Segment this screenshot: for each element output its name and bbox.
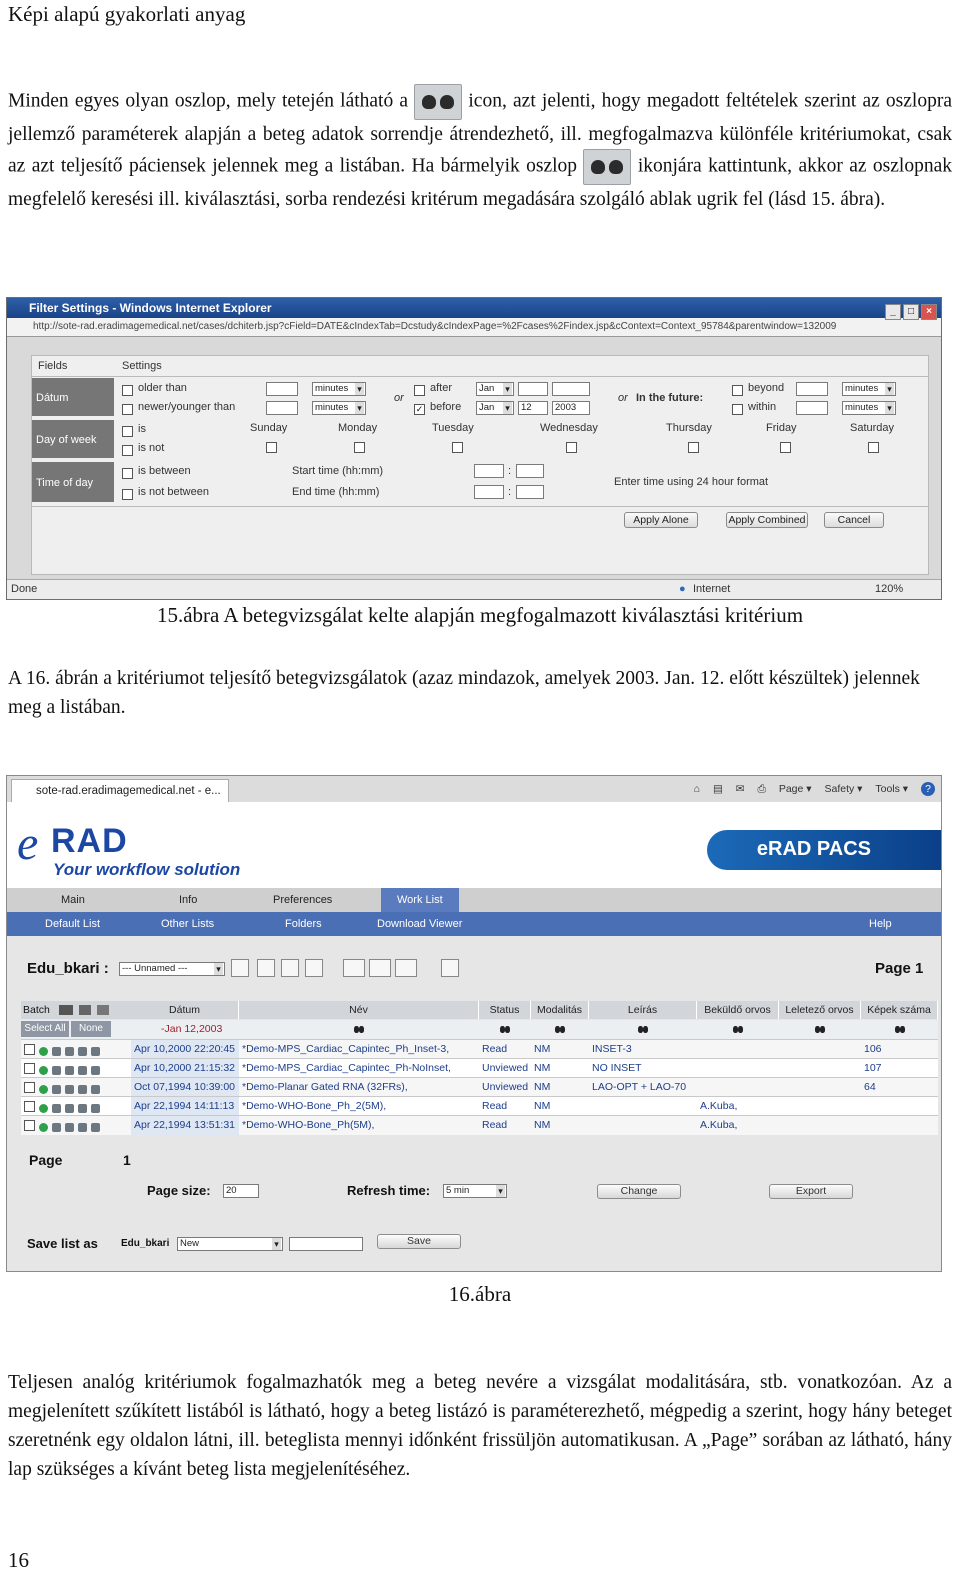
row-action-icons[interactable] bbox=[39, 1082, 129, 1093]
name-binoculars-icon[interactable] bbox=[354, 1025, 364, 1034]
within-checkbox[interactable] bbox=[732, 404, 743, 415]
erad-banner bbox=[7, 802, 941, 888]
day-monday: Monday bbox=[338, 422, 378, 434]
filter-settings-window bbox=[6, 297, 942, 600]
page-size-label: Page size: bbox=[147, 1183, 211, 1198]
status-zone: Internet bbox=[693, 583, 731, 595]
batch-label: Batch bbox=[23, 1004, 50, 1016]
dow-is-checkbox[interactable] bbox=[122, 426, 133, 437]
start-hour-input[interactable] bbox=[474, 464, 504, 478]
day-friday: Friday bbox=[766, 422, 797, 434]
product-band bbox=[707, 830, 942, 870]
save-list-user: Edu_bkari bbox=[121, 1238, 170, 1249]
settings-header: Settings bbox=[122, 360, 162, 372]
row-checkbox[interactable] bbox=[24, 1044, 35, 1055]
subnav-folders[interactable]: Folders bbox=[285, 918, 322, 930]
intro-text-3: ikonjára kattintunk, akkor az oszlopnak megfelelő keresési ill. kiválasztási, sorba rendezési kritérum megadására szolgáló ablak ugrik fel (lásd 15. ábra). bbox=[8, 155, 952, 210]
nav-main[interactable]: Main bbox=[61, 894, 85, 906]
tools-menu[interactable]: Tools ▾ bbox=[875, 783, 909, 795]
day-tuesday: Tuesday bbox=[432, 422, 474, 434]
beyond-label: beyond bbox=[748, 382, 785, 394]
cell-date: Apr 10,2000 21:15:32 bbox=[131, 1059, 239, 1078]
older-than-checkbox[interactable] bbox=[122, 385, 133, 396]
browser-tab-bar bbox=[7, 776, 941, 803]
status-bar bbox=[7, 579, 941, 599]
day-wednesday: Wednesday bbox=[540, 422, 598, 434]
logo-rad: RAD bbox=[51, 822, 128, 860]
after-month-select[interactable]: Jan ▾ bbox=[476, 382, 514, 396]
figure-16-caption: 16.ábra bbox=[448, 1282, 512, 1306]
save-list-label: Save list as bbox=[27, 1236, 98, 1251]
row-action-icons[interactable] bbox=[39, 1101, 129, 1112]
row-checkbox[interactable] bbox=[24, 1063, 35, 1074]
subnav-other-lists[interactable]: Other Lists bbox=[161, 918, 215, 930]
subnav-default-list[interactable]: Default List bbox=[45, 918, 101, 930]
cell-description bbox=[589, 1097, 697, 1116]
middle-paragraph: A 16. ábrán a kritériumot teljesítő betegvizsgálatok (azaz mindazok, amelyek 2003. Jan. 12. előtt készültek) jelennek meg a listában. bbox=[8, 668, 920, 718]
filter-row bbox=[21, 1020, 938, 1039]
binoculars-icon bbox=[583, 149, 631, 185]
fields-header: Fields bbox=[38, 360, 68, 372]
row-action-icons[interactable] bbox=[39, 1044, 129, 1055]
cell-modality: NM bbox=[534, 1100, 551, 1112]
apply-combined-button[interactable]: Apply Combined bbox=[726, 512, 808, 528]
cell-name[interactable]: *Demo-MPS_Cardiac_Capintec_Ph-NoInset, bbox=[242, 1062, 451, 1074]
binoculars-icon bbox=[414, 84, 462, 120]
beyond-checkbox[interactable] bbox=[732, 385, 743, 396]
day-thursday: Thursday bbox=[666, 422, 712, 434]
before-day-input[interactable]: 12 bbox=[518, 401, 548, 415]
export-button[interactable]: Export bbox=[769, 1184, 853, 1199]
table-row[interactable] bbox=[21, 1058, 938, 1078]
cell-referring bbox=[697, 1040, 779, 1059]
feed-icon[interactable]: ▤ bbox=[712, 783, 723, 795]
newer-than-checkbox[interactable] bbox=[122, 404, 133, 415]
current-user: Edu_bkari : bbox=[27, 960, 109, 977]
minimize-icon[interactable]: _ bbox=[885, 304, 901, 320]
monday-checkbox[interactable] bbox=[354, 442, 365, 453]
cell-image-count: 106 bbox=[864, 1043, 882, 1055]
status-zoom[interactable]: 120% bbox=[875, 583, 904, 595]
col-nev[interactable]: Név bbox=[239, 1001, 479, 1019]
within-unit-select[interactable]: minutes ▾ bbox=[842, 401, 896, 415]
worklist-area bbox=[7, 936, 941, 1272]
cell-date: Oct 07,1994 10:39:00 bbox=[131, 1078, 239, 1097]
cell-reporting bbox=[779, 1078, 861, 1097]
close-icon[interactable]: × bbox=[921, 304, 937, 320]
table-row[interactable] bbox=[21, 1039, 938, 1059]
modality-binoculars-icon[interactable] bbox=[555, 1025, 565, 1034]
older-than-value[interactable] bbox=[266, 382, 298, 396]
closing-paragraph: Teljesen analóg kritériumok fogalmazhatók meg a beteg nevére a vizsgálat modalitására, stb. vonatkozóan. Az a megjelenített szűkített listából is látható, hogy a beteg listázó is paraméterezhető, mégpedig a szerint, hogy hány beteget szeretnénk egy oldalon látni, ill. beteglista mennyi időnként frissüljön automatikusan. A „Page” sorában az látható, hány lap szükséges a kívánt beteg lista megjelenítéséhez. bbox=[8, 1372, 952, 1480]
apply-alone-button[interactable]: Apply Alone bbox=[624, 512, 698, 528]
filter-form bbox=[31, 355, 929, 575]
tod-is-between-label: is between bbox=[138, 465, 191, 477]
newer-than-value[interactable] bbox=[266, 401, 298, 415]
row-checkbox[interactable] bbox=[24, 1082, 35, 1093]
help-icon[interactable]: ? bbox=[921, 782, 935, 796]
end-minute-input[interactable] bbox=[516, 485, 544, 499]
list-select[interactable]: --- Unnamed --- ▾ bbox=[119, 962, 225, 976]
page-row-label: Page bbox=[29, 1152, 63, 1168]
cell-referring bbox=[697, 1078, 779, 1097]
saturday-checkbox[interactable] bbox=[868, 442, 879, 453]
browser-tab[interactable]: sote-rad.eradimagemedical.net - e... bbox=[11, 779, 229, 802]
or-label-2: or bbox=[618, 392, 628, 404]
page-number: 16 bbox=[8, 1548, 29, 1572]
time-format-hint: Enter time using 24 hour format bbox=[614, 476, 769, 488]
cell-date: Apr 22,1994 14:11:13 bbox=[131, 1097, 239, 1116]
window-title: Filter Settings - Windows Internet Explorer bbox=[29, 301, 272, 315]
cell-modality: NM bbox=[534, 1119, 551, 1131]
home-icon[interactable]: ⌂ bbox=[693, 783, 701, 795]
batch-header bbox=[21, 1001, 131, 1019]
print-icon[interactable]: ⎙ bbox=[757, 783, 766, 795]
select-all-button[interactable]: Select All bbox=[21, 1021, 69, 1037]
cell-name[interactable]: *Demo-MPS_Cardiac_Capintec_Ph_Inset-3, bbox=[242, 1043, 450, 1055]
cell-status: Read bbox=[482, 1119, 508, 1131]
tuesday-checkbox[interactable] bbox=[452, 442, 463, 453]
thursday-checkbox[interactable] bbox=[688, 442, 699, 453]
date-filter-value[interactable]: -Jan 12,2003 bbox=[161, 1023, 223, 1035]
dow-is-not-checkbox[interactable] bbox=[122, 445, 133, 456]
folder-icon[interactable] bbox=[59, 1005, 73, 1015]
description-binoculars-icon[interactable] bbox=[638, 1025, 648, 1034]
erad-pacs-window bbox=[6, 775, 942, 1272]
document-header: Képi alapú gyakorlati anyag bbox=[8, 2, 246, 26]
day-sunday: Sunday bbox=[250, 422, 288, 434]
table-row[interactable] bbox=[21, 1115, 938, 1135]
col-leletezo-orvos[interactable]: Leletező orvos bbox=[779, 1001, 861, 1019]
globe-icon: ● bbox=[679, 583, 686, 595]
cell-date: Apr 10,2000 22:20:45 bbox=[131, 1040, 239, 1059]
cell-description: INSET-3 bbox=[592, 1043, 632, 1055]
reporting-binoculars-icon[interactable] bbox=[815, 1025, 825, 1034]
table-row[interactable] bbox=[21, 1096, 938, 1116]
maximize-icon[interactable]: □ bbox=[903, 304, 919, 320]
cell-referring bbox=[697, 1059, 779, 1078]
mail-icon[interactable]: ✉ bbox=[735, 783, 745, 795]
in-future-label: In the future: bbox=[636, 392, 704, 404]
after-label: after bbox=[430, 382, 453, 394]
logo-e: e bbox=[17, 817, 39, 870]
main-nav bbox=[7, 888, 941, 912]
before-month-select[interactable]: Jan ▾ bbox=[476, 401, 514, 415]
col-kepek-szama[interactable]: Képek száma bbox=[861, 1001, 938, 1019]
cell-description: LAO-OPT + LAO-70 bbox=[592, 1081, 687, 1093]
cell-name[interactable]: *Demo-Planar Gated RNA (32FRs), bbox=[242, 1081, 408, 1093]
row-action-icons[interactable] bbox=[39, 1120, 129, 1131]
subnav-download-viewer[interactable]: Download Viewer bbox=[377, 918, 463, 930]
cell-name[interactable]: *Demo-WHO-Bone_Ph_2(5M), bbox=[242, 1100, 387, 1112]
page-row-value: 1 bbox=[123, 1152, 131, 1168]
cell-image-count: 107 bbox=[864, 1062, 882, 1074]
address-bar[interactable]: http://sote-rad.eradimagemedical.net/cases/dchiterb.jsp?cField=DATE&cIndexTab=Dcstudy&cIndexPage=%2Fcases%2Findex.jsp&cContext=Context_95784&parentwindow=132009 bbox=[7, 318, 941, 337]
figure-15-caption: 15.ábra A betegvizsgálat kelte alapján megfogalmazott kiválasztási kritérium bbox=[156, 603, 804, 627]
cell-image-count: 64 bbox=[864, 1081, 876, 1093]
or-label: or bbox=[394, 392, 404, 404]
cell-image-count bbox=[861, 1097, 938, 1116]
dow-is-label: is bbox=[138, 423, 146, 435]
cell-modality: NM bbox=[534, 1043, 551, 1055]
tod-is-not-between-label: is not between bbox=[138, 486, 209, 498]
col-datum[interactable]: Dátum bbox=[131, 1001, 239, 1019]
cell-status: Read bbox=[482, 1043, 508, 1055]
save-list-select[interactable]: New ▾ bbox=[177, 1237, 283, 1251]
before-checkbox[interactable]: ✓ bbox=[415, 404, 424, 414]
tod-is-not-between-checkbox[interactable] bbox=[122, 489, 133, 500]
window-titlebar bbox=[7, 298, 941, 318]
start-colon: : bbox=[508, 465, 512, 477]
images-binoculars-icon[interactable] bbox=[895, 1025, 905, 1034]
intro-paragraph bbox=[8, 84, 952, 214]
layout-3-icon[interactable] bbox=[395, 959, 417, 977]
within-value[interactable] bbox=[796, 401, 828, 415]
browser-toolbar bbox=[684, 782, 935, 796]
friday-checkbox[interactable] bbox=[780, 442, 791, 453]
product-name: eRAD PACS bbox=[756, 838, 871, 860]
cell-referring: A.Kuba, bbox=[700, 1100, 738, 1112]
cell-referring: A.Kuba, bbox=[700, 1119, 738, 1131]
after-day-input[interactable] bbox=[518, 382, 548, 396]
col-modalitas[interactable]: Modalitás bbox=[531, 1001, 589, 1019]
older-than-label: older than bbox=[138, 382, 187, 394]
cell-status: Read bbox=[482, 1100, 508, 1112]
filter-funnel-icon[interactable] bbox=[305, 959, 323, 977]
sub-nav bbox=[7, 912, 941, 936]
dow-is-not-label: is not bbox=[138, 442, 165, 454]
referring-binoculars-icon[interactable] bbox=[733, 1025, 743, 1034]
beyond-unit-select[interactable]: minutes ▾ bbox=[842, 382, 896, 396]
after-year-input[interactable] bbox=[552, 382, 590, 396]
page-size-input[interactable]: 20 bbox=[223, 1184, 259, 1198]
cell-description bbox=[589, 1116, 697, 1135]
end-hour-input[interactable] bbox=[474, 485, 504, 499]
arrow-icon[interactable] bbox=[79, 1005, 91, 1015]
cell-name[interactable]: *Demo-WHO-Bone_Ph(5M), bbox=[242, 1119, 375, 1131]
nav-work-list[interactable]: Work List bbox=[381, 888, 459, 912]
change-button[interactable]: Change bbox=[597, 1184, 681, 1199]
layout-2-icon[interactable] bbox=[369, 959, 391, 977]
row-action-icons[interactable] bbox=[39, 1063, 129, 1074]
alert-icon[interactable] bbox=[441, 959, 459, 977]
cell-modality: NM bbox=[534, 1062, 551, 1074]
save-list-name-input[interactable] bbox=[289, 1237, 363, 1251]
day-saturday: Saturday bbox=[850, 422, 895, 434]
page-menu[interactable]: Page ▾ bbox=[778, 783, 812, 795]
intro-text-1: Minden egyes olyan oszlop, mely tetején látható a bbox=[8, 90, 409, 112]
intro-text-2: icon, azt jelenti, hogy megadott feltételek szerint az oszlopra jellemző paraméterek alapján a beteg adatok sorrendje átrendezhető, ill. megfogalmazva különféle kritériumokat, csak az azt teljesítő páciensek jelennek meg a listában. Ha bármelyik oszlop bbox=[8, 90, 952, 177]
row-label-time-of-day: Time of day bbox=[32, 462, 114, 504]
table-row[interactable] bbox=[21, 1077, 938, 1097]
status-binoculars-icon[interactable] bbox=[500, 1025, 510, 1034]
row-label-day-of-week: Day of week bbox=[32, 420, 114, 460]
cell-date: Apr 22,1994 13:51:31 bbox=[131, 1116, 239, 1135]
after-checkbox[interactable] bbox=[414, 385, 425, 396]
nav-info[interactable]: Info bbox=[179, 894, 198, 906]
refresh-time-label: Refresh time: bbox=[347, 1183, 431, 1198]
cell-image-count bbox=[861, 1116, 938, 1135]
end-time-label: End time (hh:mm) bbox=[292, 486, 380, 498]
within-label: within bbox=[748, 401, 777, 413]
start-minute-input[interactable] bbox=[516, 464, 544, 478]
logo-tagline: Your workflow solution bbox=[53, 860, 241, 879]
col-status[interactable]: Status bbox=[479, 1001, 531, 1019]
row-checkbox[interactable] bbox=[24, 1120, 35, 1131]
beyond-value[interactable] bbox=[796, 382, 828, 396]
copy-icon[interactable] bbox=[97, 1005, 109, 1015]
cell-status: Unviewed bbox=[482, 1081, 529, 1093]
cell-reporting bbox=[779, 1059, 861, 1078]
cell-reporting bbox=[779, 1116, 861, 1135]
row-checkbox[interactable] bbox=[24, 1101, 35, 1112]
refresh-time-select[interactable]: 5 min ▾ bbox=[443, 1184, 507, 1198]
col-bekuldo-orvos[interactable]: Beküldő orvos bbox=[697, 1001, 779, 1019]
wednesday-checkbox[interactable] bbox=[566, 442, 577, 453]
layout-1-icon[interactable] bbox=[343, 959, 365, 977]
sunday-checkbox[interactable] bbox=[266, 442, 277, 453]
binoculars-search-icon[interactable] bbox=[281, 959, 299, 977]
cell-reporting bbox=[779, 1040, 861, 1059]
row-label-datum: Dátum bbox=[32, 378, 114, 418]
cell-status: Unviewed bbox=[482, 1062, 529, 1074]
col-leiras[interactable]: Leírás bbox=[589, 1001, 697, 1019]
older-than-unit-select[interactable]: minutes ▾ bbox=[312, 382, 366, 396]
cancel-button[interactable]: Cancel bbox=[824, 512, 884, 528]
edit-filter-icon[interactable] bbox=[257, 959, 275, 977]
cell-modality: NM bbox=[534, 1081, 551, 1093]
newer-than-label: newer/younger than bbox=[138, 401, 236, 413]
select-none-button[interactable]: None bbox=[71, 1021, 111, 1037]
save-button[interactable]: Save bbox=[377, 1234, 461, 1249]
newer-than-unit-select[interactable]: minutes ▾ bbox=[312, 401, 366, 415]
more-options-icon[interactable] bbox=[231, 959, 249, 977]
before-year-input[interactable]: 2003 bbox=[552, 401, 590, 415]
subnav-help[interactable]: Help bbox=[869, 918, 892, 930]
nav-preferences[interactable]: Preferences bbox=[273, 894, 333, 906]
safety-menu[interactable]: Safety ▾ bbox=[824, 783, 863, 795]
before-label: before bbox=[430, 401, 462, 413]
cell-reporting bbox=[779, 1097, 861, 1116]
status-done: Done bbox=[11, 583, 38, 595]
end-colon: : bbox=[508, 486, 512, 498]
tod-is-between-checkbox[interactable] bbox=[122, 468, 133, 479]
cell-description: NO INSET bbox=[592, 1062, 642, 1074]
page-indicator: Page 1 bbox=[875, 960, 924, 977]
start-time-label: Start time (hh:mm) bbox=[292, 465, 384, 477]
